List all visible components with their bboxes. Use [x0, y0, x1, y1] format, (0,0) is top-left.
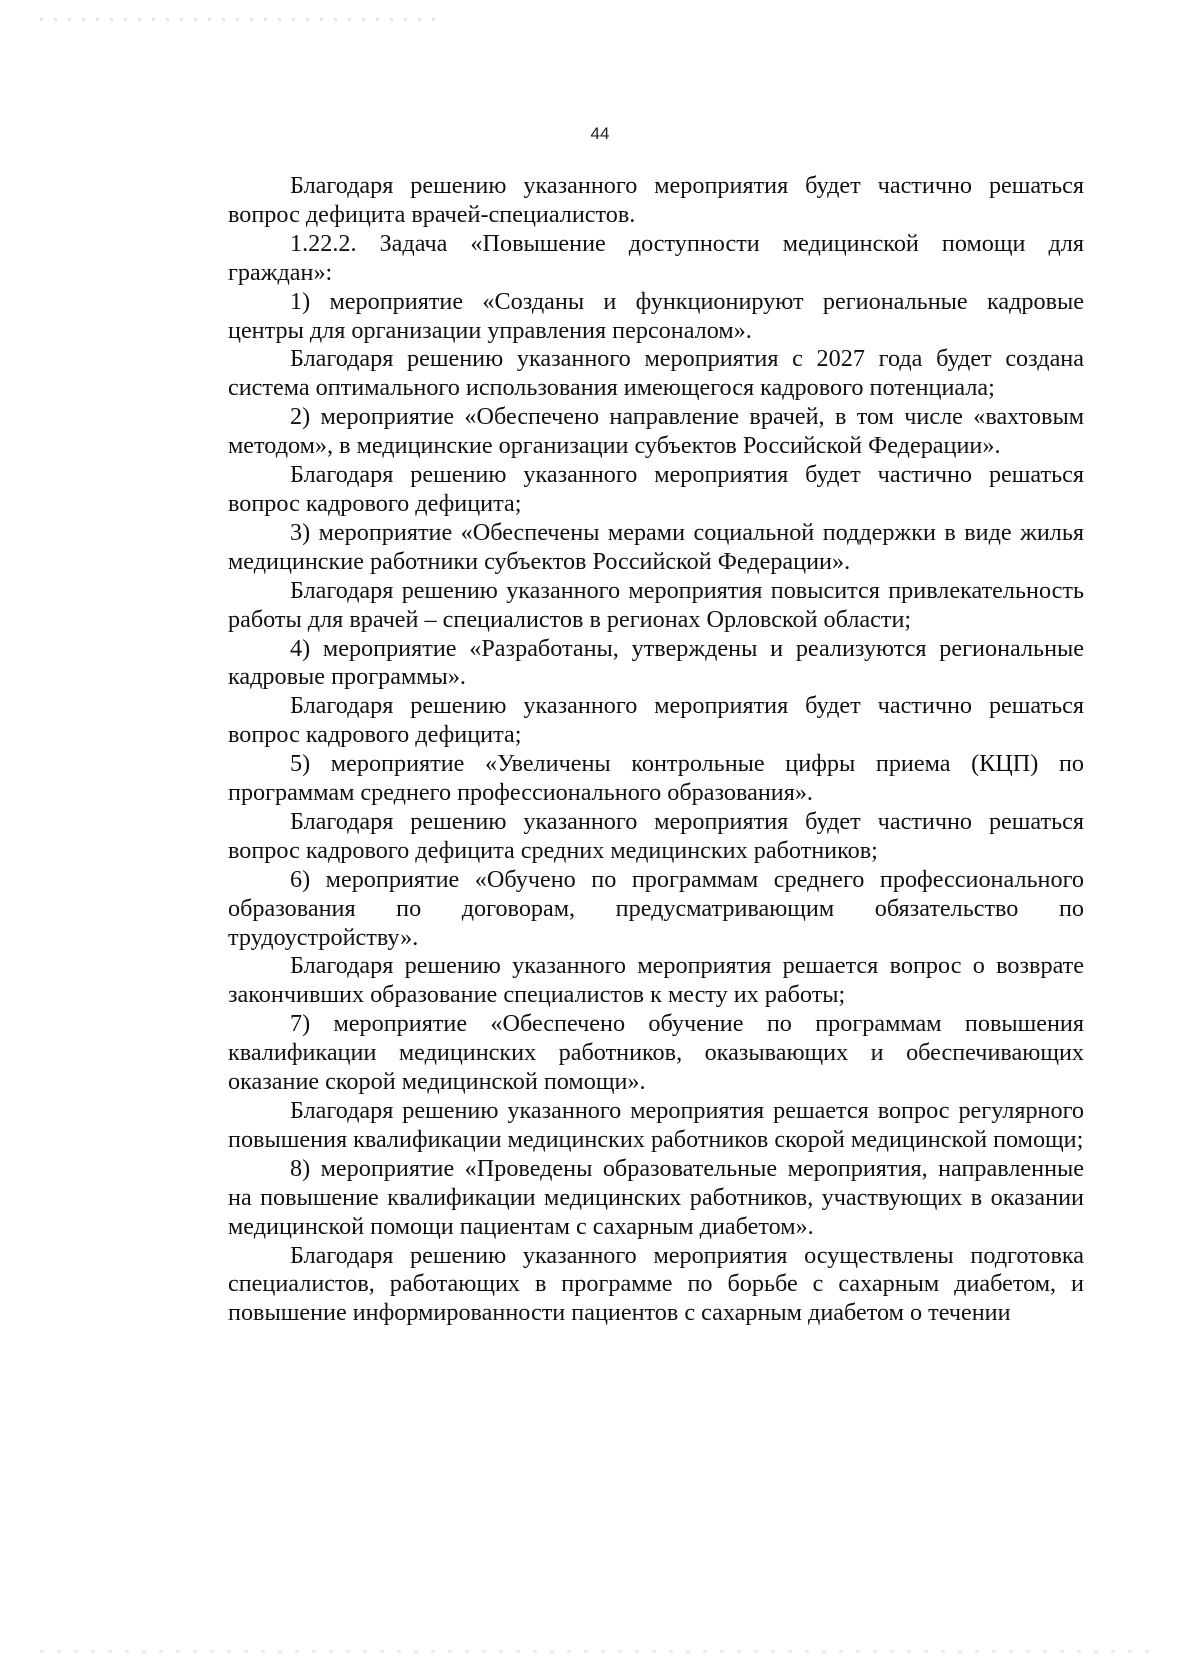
paragraph: 6) мероприятие «Обучено по программам среднего профессионального образования по договорам, предусматривающим обязательство по трудоустройству». — [228, 865, 1084, 951]
paragraph: 5) мероприятие «Увеличены контрольные цифры приема (КЦП) по программам среднего профессионального образования». — [228, 750, 1084, 807]
paragraph: Благодаря решению указанного мероприятия с 2027 года будет создана система оптимального использования имеющегося кадрового потенциала; — [228, 345, 1084, 402]
scan-artifact-bottom — [40, 1650, 1160, 1653]
paragraph: Благодаря решению указанного мероприятия осуществлены подготовка специалистов, работающих в программе по борьбе с сахарным диабетом, и повышение информированности пациентов с сахарным диабетом о течении — [228, 1241, 1084, 1327]
scan-artifact-top — [40, 18, 440, 21]
paragraph: Благодаря решению указанного мероприятия решается вопрос регулярного повышения квалификации медицинских работников скорой медицинской помощи; — [228, 1097, 1084, 1153]
paragraph: Благодаря решению указанного мероприятия решается вопрос о возврате закончивших образование специалистов к месту их работы; — [228, 952, 1084, 1009]
paragraph: 7) мероприятие «Обеспечено обучение по программам повышения квалификации медицинских работников, оказывающих и обеспечивающих оказание скорой медицинской помощи». — [228, 1010, 1084, 1096]
page-number: 44 — [590, 124, 610, 143]
paragraph: Благодаря решению указанного мероприятия будет частично решаться вопрос кадрового дефицита; — [228, 461, 1084, 517]
paragraph: 1) мероприятие «Созданы и функционируют региональные кадровые центры для организации управления персоналом». — [228, 287, 1084, 344]
paragraph: 3) мероприятие «Обеспечены мерами социальной поддержки в виде жилья медицинские работники субъектов Российской Федерации». — [228, 518, 1084, 575]
paragraph: Благодаря решению указанного мероприятия повысится привлекательность работы для врачей – специалистов в регионах Орловской области; — [228, 576, 1084, 633]
paragraph: Благодаря решению указанного мероприятия будет частично решаться вопрос кадрового дефицита средних медицинских работников; — [228, 807, 1084, 864]
paragraph: 1.22.2. Задача «Повышение доступности медицинской помощи для граждан»: — [228, 229, 1084, 286]
paragraph: 8) мероприятие «Проведены образовательные мероприятия, направленные на повышение квалификации медицинских работников, участвующих в оказании медицинской помощи пациентам с сахарным диабетом». — [228, 1154, 1084, 1240]
paragraph: Благодаря решению указанного мероприятия будет частично решаться вопрос дефицита врачей-специалистов. — [228, 172, 1084, 228]
paragraph: Благодаря решению указанного мероприятия будет частично решаться вопрос кадрового дефицита; — [228, 692, 1084, 749]
paragraph: 4) мероприятие «Разработаны, утверждены и реализуются региональные кадровые программы». — [228, 634, 1084, 691]
body-text — [228, 172, 1084, 1328]
paragraph: 2) мероприятие «Обеспечено направление врачей, в том числе «вахтовым методом», в медицинские организации субъектов Российской Федерации». — [228, 403, 1084, 460]
